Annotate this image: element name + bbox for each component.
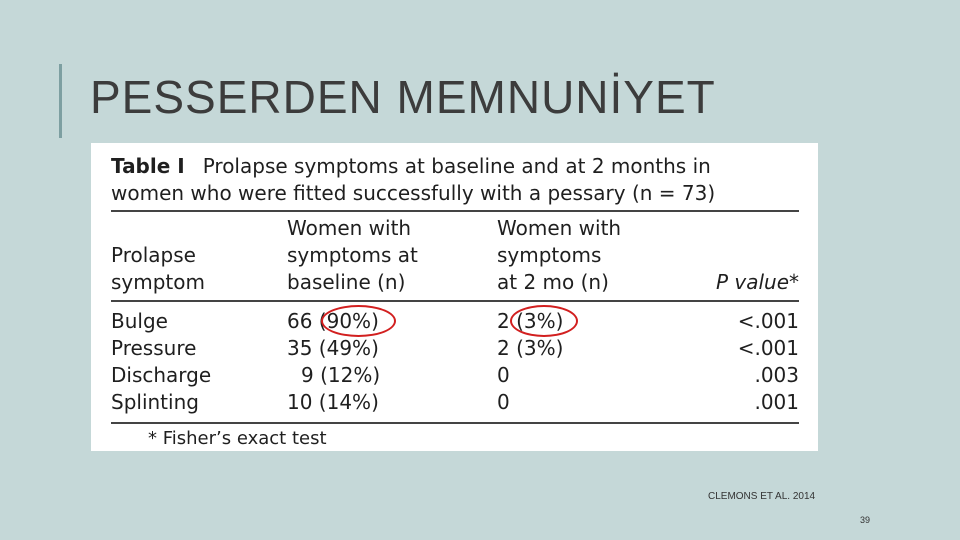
table-image (91, 143, 818, 451)
highlight-circle-baseline (321, 305, 396, 337)
header-baseline-line1: Women with (287, 216, 412, 240)
row-splinting-baseline: 10 (14%) (287, 390, 379, 414)
page-number: 39 (860, 515, 871, 525)
table-caption-line2: women who were fitted successfully with a pessary (n = 73) (111, 181, 716, 205)
header-pvalue: P value* (715, 270, 799, 294)
highlight-circle-followup (510, 305, 578, 337)
row-pressure-symptom: Pressure (111, 336, 197, 360)
row-bulge-symptom: Bulge (111, 309, 168, 333)
table-header-rule (111, 300, 799, 302)
row-bulge-followup: 2 (3%) (497, 309, 564, 333)
row-pressure-pvalue: <.001 (737, 336, 799, 360)
header-followup-line3: at 2 mo (n) (497, 270, 609, 294)
title-accent-bar (59, 64, 62, 138)
row-discharge-followup: 0 (497, 363, 510, 387)
table-bottom-rule (111, 422, 799, 424)
row-discharge-baseline: 9 (12%) (301, 363, 381, 387)
table-footnote: * Fisher’s exact test (148, 428, 327, 449)
row-discharge-symptom: Discharge (111, 363, 212, 387)
row-bulge-pvalue: <.001 (737, 309, 799, 333)
row-pressure-followup: 2 (3%) (497, 336, 564, 360)
header-followup-line2: symptoms (497, 243, 602, 267)
row-pressure-baseline: 35 (49%) (287, 336, 379, 360)
header-baseline-line3: baseline (n) (287, 270, 406, 294)
table-caption-line1: Prolapse symptoms at baseline and at 2 months in (202, 154, 711, 178)
header-baseline-line2: symptoms at (287, 243, 418, 267)
header-symptom-line1: Prolapse (111, 243, 196, 267)
row-splinting-pvalue: .001 (754, 390, 799, 414)
slide-title: PESSERDEN MEMNUNİYET (90, 71, 716, 123)
header-symptom-line2: symptom (111, 270, 205, 294)
header-followup-line1: Women with (497, 216, 622, 240)
row-splinting-symptom: Splinting (111, 390, 199, 414)
table-label: Table I (111, 154, 185, 178)
table-caption (111, 153, 811, 207)
row-splinting-followup: 0 (497, 390, 510, 414)
source-citation: CLEMONS ET AL. 2014 (708, 491, 816, 502)
row-discharge-pvalue: .003 (754, 363, 799, 387)
row-bulge-baseline: 66 (90%) (287, 309, 379, 333)
table-top-rule (111, 210, 799, 212)
